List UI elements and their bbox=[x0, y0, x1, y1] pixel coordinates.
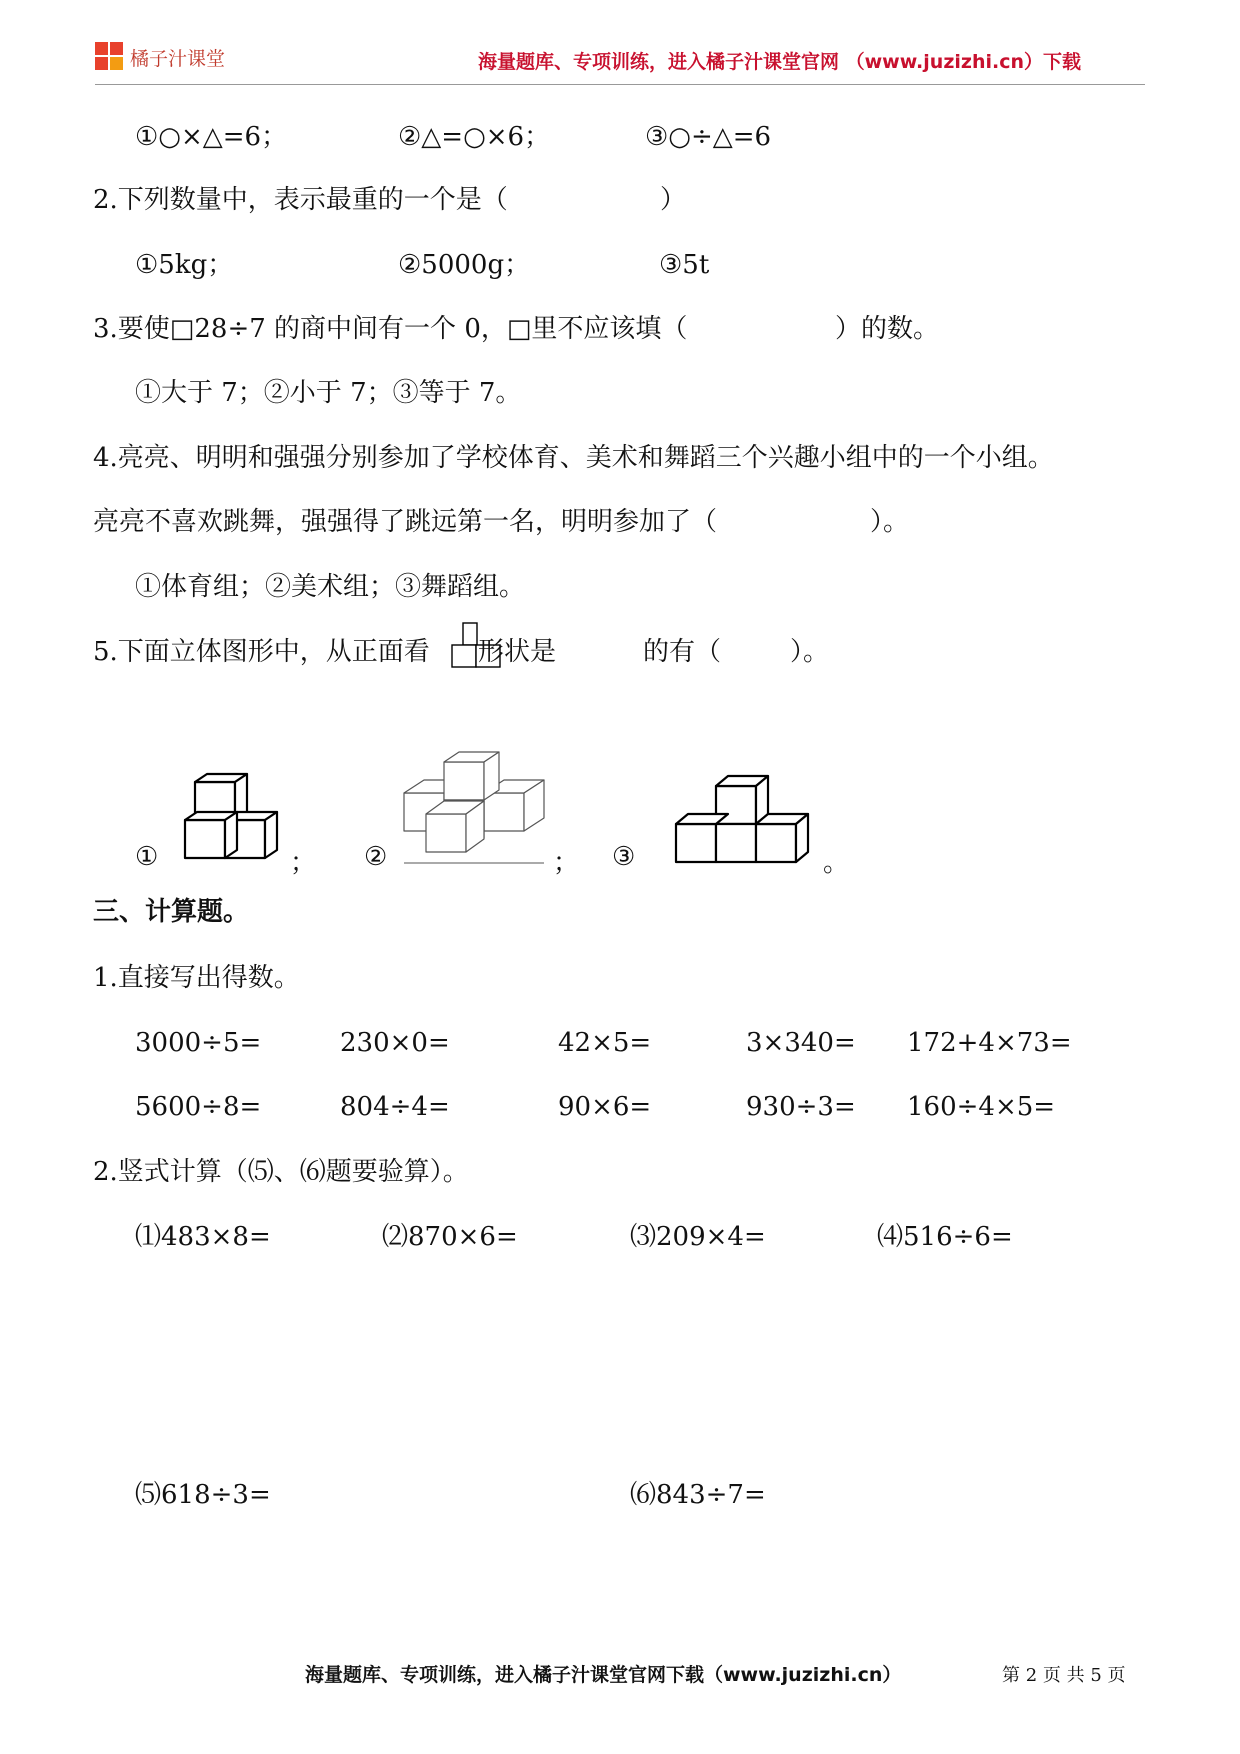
q5-stem-c: 的有（ bbox=[643, 637, 722, 667]
calc-sub-1: 1.直接写出得数。 bbox=[93, 963, 300, 993]
q1-option-c: ③○÷△=6 bbox=[645, 122, 772, 152]
q5-stem-a: 5.下面立体图形中，从正面看 bbox=[93, 637, 430, 667]
vertical-calc-1: ⑴483×8= bbox=[135, 1222, 271, 1252]
calc-r1-3: 42×5= bbox=[558, 1028, 652, 1058]
calc-r1-1: 3000÷5= bbox=[135, 1028, 262, 1058]
q3-options: ①大于 7；②小于 7；③等于 7。 bbox=[135, 378, 522, 408]
calc-sub-2: 2.竖式计算（⑸、⑹题要验算）。 bbox=[93, 1157, 469, 1187]
q2-option-b: ②5000g； bbox=[398, 250, 531, 280]
calc-r2-5: 160÷4×5= bbox=[907, 1092, 1056, 1122]
figure-3-label: ③ bbox=[612, 842, 636, 872]
footer-slogan: 海量题库、专项训练，进入橘子汁课堂官网下载（www.juzizhi.cn） bbox=[305, 1664, 902, 1686]
vertical-calc-4: ⑷516÷6= bbox=[877, 1222, 1013, 1252]
header-brand: 橘子汁课堂 bbox=[130, 48, 226, 70]
calc-r1-2: 230×0= bbox=[340, 1028, 450, 1058]
calc-r2-2: 804÷4= bbox=[340, 1092, 450, 1122]
q3-close: ）的数。 bbox=[835, 314, 940, 344]
q4-line-1: 4.亮亮、明明和强强分别参加了学校体育、美术和舞蹈三个兴趣小组中的一个小组。 bbox=[93, 443, 1054, 473]
calc-r2-3: 90×6= bbox=[558, 1092, 652, 1122]
vertical-calc-6: ⑹843÷7= bbox=[630, 1480, 766, 1510]
calc-r1-4: 3×340= bbox=[746, 1028, 856, 1058]
figure-sep-1: ； bbox=[290, 848, 317, 878]
q4-options: ①体育组；②美术组；③舞蹈组。 bbox=[135, 572, 526, 602]
q1-option-b: ②△=○×6； bbox=[398, 122, 551, 152]
figure-1-cubes bbox=[180, 772, 290, 868]
header-slogan: 海量题库、专项训练，进入橘子汁课堂官网 （www.juzizhi.cn）下载 bbox=[478, 51, 1081, 73]
vertical-calc-2: ⑵870×6= bbox=[382, 1222, 518, 1252]
figure-sep-2: ； bbox=[553, 848, 580, 878]
calc-r2-1: 5600÷8= bbox=[135, 1092, 262, 1122]
figure-3-cubes bbox=[672, 772, 822, 868]
page-number: 第 2 页 共 5 页 bbox=[1002, 1665, 1126, 1686]
q2-close: ） bbox=[660, 185, 687, 215]
calc-r1-5: 172+4×73= bbox=[907, 1028, 1072, 1058]
calc-r2-4: 930÷3= bbox=[746, 1092, 856, 1122]
figure-2-cubes bbox=[404, 748, 549, 866]
figure-2-label: ② bbox=[364, 842, 388, 872]
q2-option-c: ③5t bbox=[659, 250, 710, 280]
q5-stem-b: 形状是 bbox=[477, 637, 556, 667]
vertical-calc-5: ⑸618÷3= bbox=[135, 1480, 271, 1510]
figure-1-label: ① bbox=[135, 842, 159, 872]
q4-close: ）。 bbox=[870, 507, 910, 537]
vertical-calc-3: ⑶209×4= bbox=[630, 1222, 766, 1252]
section-3-title: 三、计算题。 bbox=[93, 897, 250, 927]
q3-stem: 3.要使□28÷7 的商中间有一个 0，□里不应该填（ bbox=[93, 314, 688, 344]
q5-stem-d: ）。 bbox=[790, 637, 830, 667]
figure-end: 。 bbox=[823, 848, 850, 878]
juzizhi-logo-icon bbox=[95, 42, 125, 72]
q2-stem: 2.下列数量中，表示最重的一个是（ bbox=[93, 185, 508, 215]
q4-line-2: 亮亮不喜欢跳舞，强强得了跳远第一名，明明参加了（ bbox=[93, 507, 718, 537]
header-divider bbox=[95, 84, 1145, 85]
q2-option-a: ①5kg； bbox=[135, 250, 234, 280]
q1-option-a: ①○×△=6； bbox=[135, 122, 288, 152]
